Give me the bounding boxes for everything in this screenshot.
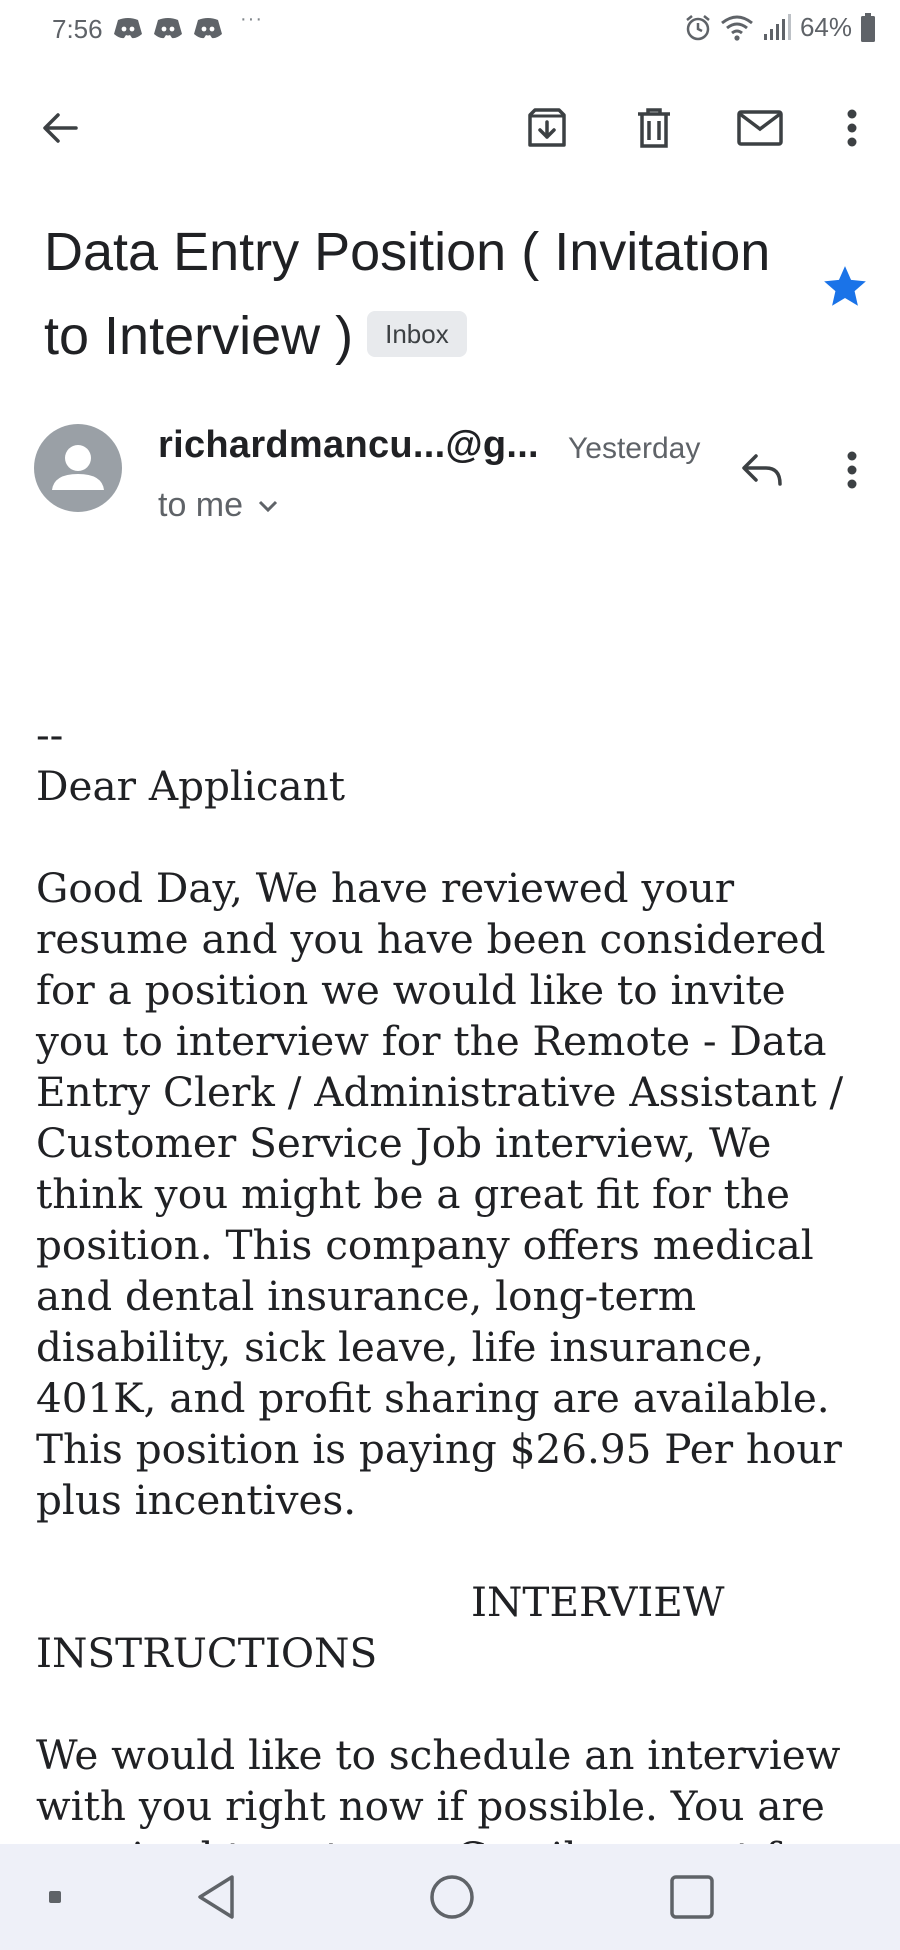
notification-icons [112,16,224,42]
recents-nav-icon [669,1874,715,1920]
recipient-label: to me [158,486,244,524]
body-greeting: Dear Applicant [36,762,346,810]
email-timestamp: Yesterday [568,432,701,465]
nav-back-button[interactable] [186,1867,246,1927]
home-nav-icon [428,1873,476,1921]
system-navigation-bar [0,1844,900,1950]
subject-text: Data Entry Position ( Invitation to Interview ) [44,222,771,366]
more-options-button[interactable] [820,96,884,160]
body-paragraph: We would like to schedule an interview with you right now if possible. You are [36,1731,841,1830]
mark-unread-button[interactable] [728,96,792,160]
status-time: 7:56 [52,14,103,44]
recipient-details[interactable] [158,486,279,525]
more-options-icon [846,450,858,490]
archive-icon [526,107,568,149]
message-more-options-button[interactable] [820,438,884,502]
menu-dot-icon [48,1890,62,1904]
battery-icon [860,13,876,43]
email-subject [44,210,804,378]
menu-dot-button[interactable] [40,1877,70,1917]
battery-percent: 64% [799,12,852,42]
delete-button[interactable] [622,96,686,160]
discord-icon [152,16,184,42]
nav-recents-button[interactable] [662,1867,722,1927]
discord-icon [192,16,224,42]
inbox-label-chip[interactable]: Inbox [367,311,467,357]
wifi-icon [720,14,754,42]
signal-icon [762,14,792,42]
mark-unread-icon [737,110,783,146]
star-button[interactable] [820,262,878,320]
body-heading: INTERVIEW INSTRUCTIONS [36,1578,725,1677]
alarm-icon [684,14,712,42]
archive-button[interactable] [515,96,579,160]
more-options-icon [846,108,858,148]
sender-name[interactable]: richardmancu...@g... [158,424,539,466]
person-icon [34,424,122,512]
nav-home-button[interactable] [422,1867,482,1927]
body-paragraph: Good Day, We have reviewed your resume and you have been considered for a position we would like to invite you to interview for the Remote - Data Entry Clerk / Administrative Assistant / Customer Service Job interview, We think you might be a great fit for the position. This company offers medical and dental insurance, long-term disability, sick leave, life insurance, 401K, and profit sharing are available. This position is paying $26.95 Per hour plus incentives. [36,864,844,1524]
delete-icon [634,107,674,149]
email-body [36,710,866,1842]
reply-button[interactable] [730,438,794,502]
back-button[interactable] [28,96,92,160]
back-nav-icon [194,1873,238,1921]
status-bar [0,0,900,58]
body-dash: -- [36,711,64,759]
top-app-bar [0,82,900,174]
back-arrow-icon [40,108,80,148]
avatar[interactable] [34,424,122,512]
discord-icon [112,16,144,42]
more-notifications-indicator: ··· [240,8,263,30]
chevron-down-icon [257,499,279,513]
star-icon [820,262,870,312]
reply-icon [740,452,784,488]
status-system-icons [684,12,876,43]
